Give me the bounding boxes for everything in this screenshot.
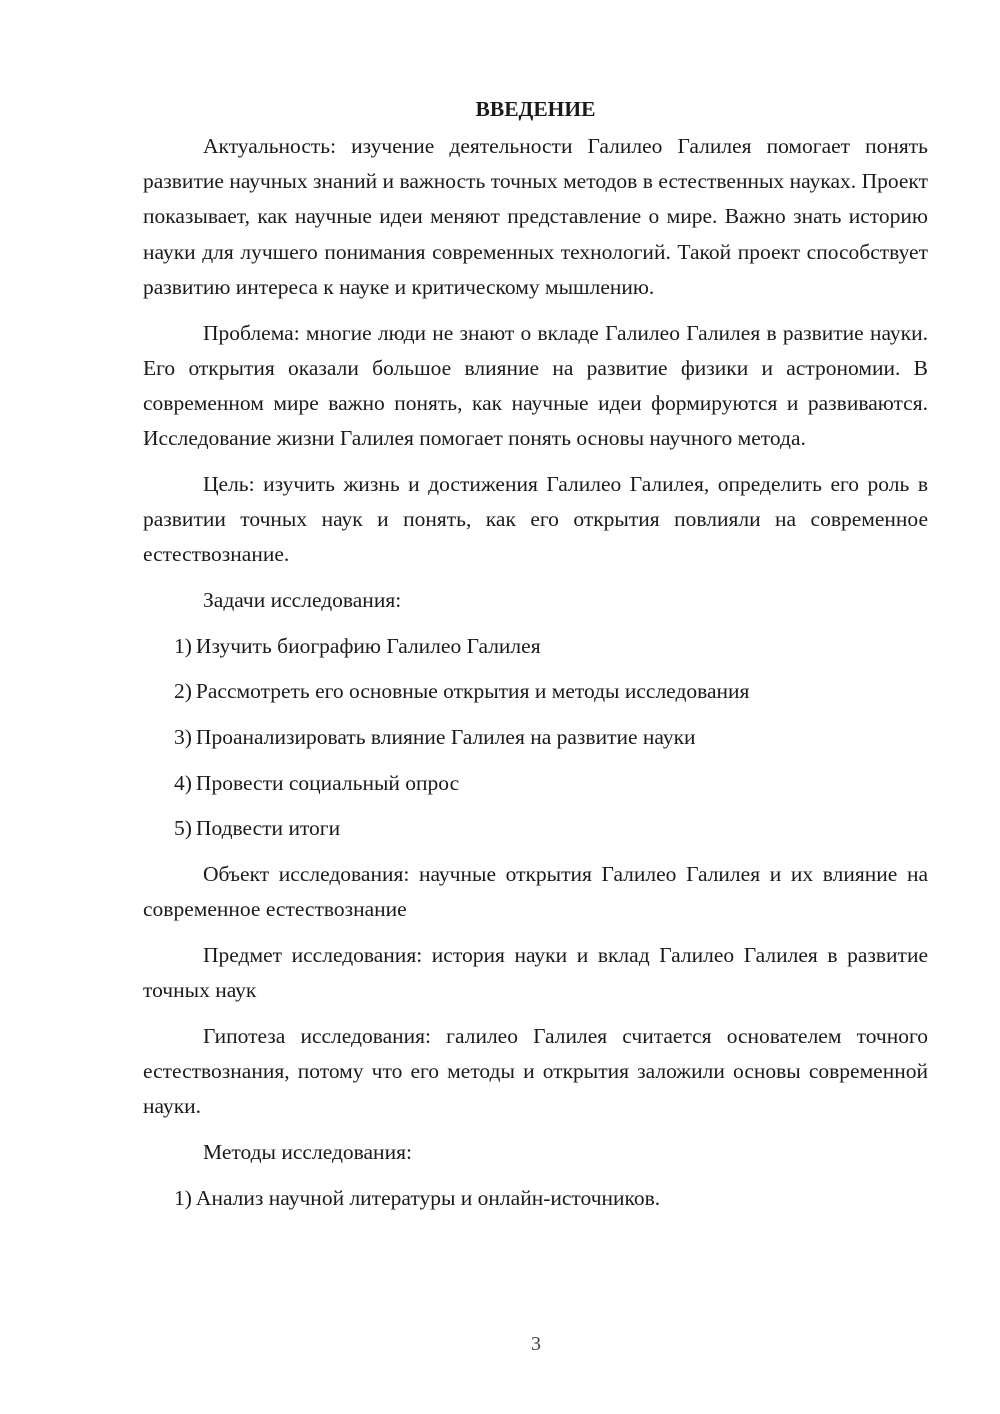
list-item-number: 4): [174, 770, 192, 795]
list-item: [143, 720, 928, 755]
list-item-text: Провести социальный опрос: [195, 770, 460, 795]
paragraph-relevance: Актуальность: изучение деятельности Галилео Галилея помогает понять развитие научных знаний и важность точных методов в естественных науках. Проект показывает, как научные идеи меняют представление о мире. Важно знать историю науки для лучшего понимания современных технологий. Такой проект способствует развитию интереса к науке и критическому мышлению.: [143, 134, 928, 299]
list-item: [143, 674, 928, 709]
paragraph-object: Объект исследования: научные открытия Галилео Галилея и их влияние на современное естествознание: [143, 862, 928, 922]
list-item: [143, 811, 928, 846]
paragraph-goal: Цель: изучить жизнь и достижения Галилео Галилея, определить его роль в развитии точных наук и понять, как его открытия повлияли на современное естествознание.: [143, 471, 928, 567]
page-title: ВВЕДЕНИЕ: [475, 97, 596, 121]
list-item: [143, 766, 928, 801]
tasks-list: [143, 629, 928, 847]
list-item: [143, 629, 928, 664]
methods-list: [143, 1181, 928, 1216]
document-page: [143, 92, 928, 1226]
list-item-number: 1): [174, 633, 192, 658]
list-item-text: Анализ научной литературы и онлайн-источников.: [195, 1185, 661, 1210]
list-item-text: Изучить биографию Галилео Галилея: [195, 633, 541, 658]
list-item-text: Подвести итоги: [195, 816, 341, 841]
list-item-text: Проанализировать влияние Галилея на развитие науки: [195, 725, 696, 750]
list-item-text: Рассмотреть его основные открытия и методы исследования: [195, 679, 750, 704]
page-number: 3: [531, 1333, 541, 1355]
tasks-heading: Задачи исследования:: [203, 587, 402, 612]
list-item-number: 1): [174, 1185, 192, 1210]
list-item-number: 5): [174, 816, 192, 841]
paragraph-subject: Предмет исследования: история науки и вклад Галилео Галилея в развитие точных наук: [143, 943, 928, 1003]
list-item-number: 2): [174, 679, 192, 704]
methods-heading: Методы исследования:: [203, 1140, 412, 1165]
paragraph-hypothesis: Гипотеза исследования: галилео Галилея считается основателем точного естествознания, потому что его методы и открытия заложили основы современной науки.: [143, 1023, 928, 1119]
list-item: [143, 1181, 928, 1216]
list-item-number: 3): [174, 725, 192, 750]
paragraph-problem: Проблема: многие люди не знают о вкладе Галилео Галилея в развитие науки. Его открытия оказали большое влияние на развитие физики и астрономии. В современном мире важно понять, как научные идеи формируются и развиваются. Исследование жизни Галилея помогает понять основы научного метода.: [143, 320, 928, 451]
